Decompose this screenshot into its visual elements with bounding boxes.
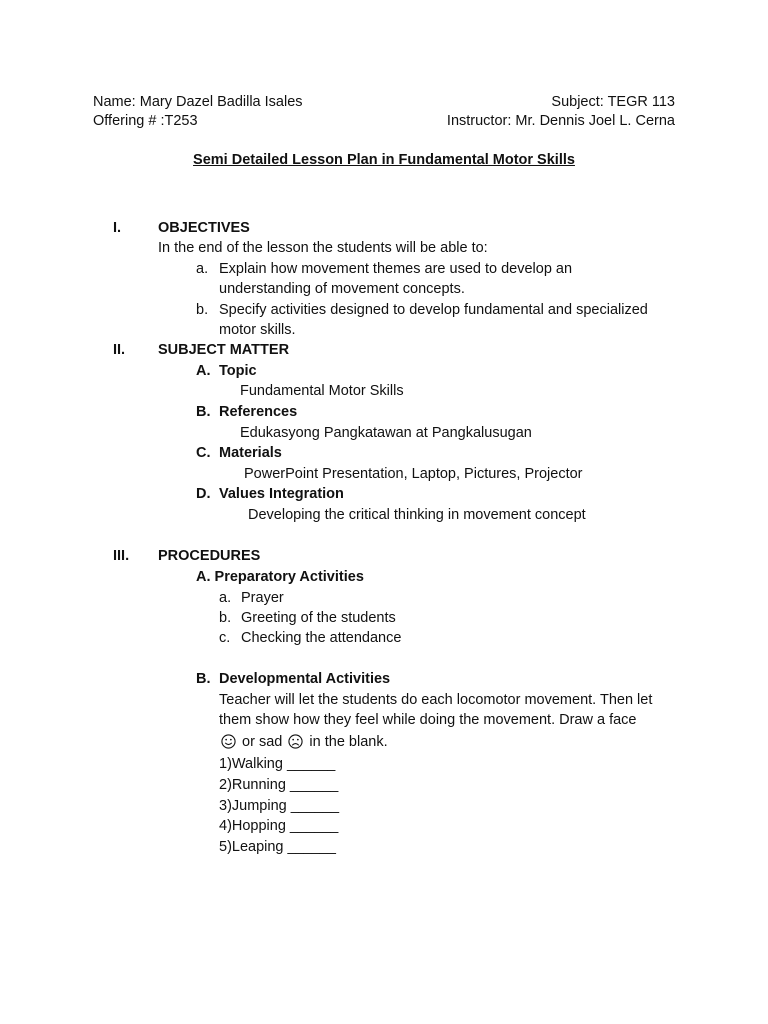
procedures-heading: PROCEDURES <box>158 548 261 564</box>
topic-value: Fundamental Motor Skills <box>240 383 404 399</box>
values-value: Developing the critical thinking in movement concept <box>248 507 586 523</box>
movement-list-item: 4)Hopping ______ <box>219 818 339 834</box>
in-the-blank-text: in the blank. <box>309 734 388 750</box>
objectives-intro: In the end of the lesson the students will be able to: <box>158 240 488 256</box>
movement-list-item: 2)Running ______ <box>219 777 339 793</box>
page-title: Semi Detailed Lesson Plan in Fundamental Motor Skills <box>193 152 575 168</box>
developmental-marker: B. <box>196 671 211 687</box>
procedures-numeral: III. <box>113 548 130 564</box>
references-marker: B. <box>196 404 211 420</box>
topic-marker: A. <box>196 363 211 379</box>
objective-b-line2: motor skills. <box>219 322 296 338</box>
prep-item-text: Prayer <box>241 590 284 606</box>
references-value: Edukasyong Pangkatawan at Pangkalusugan <box>240 425 532 441</box>
or-sad-text: or sad <box>242 734 283 750</box>
sad-face-icon <box>288 734 303 749</box>
objectives-numeral: I. <box>113 220 122 236</box>
objective-a-marker: a. <box>196 261 209 277</box>
movement-list-item: 1)Walking ______ <box>219 756 336 772</box>
prep-item-text: Checking the attendance <box>241 630 402 646</box>
subject: Subject: TEGR 113 <box>551 94 675 110</box>
instructor: Instructor: Mr. Dennis Joel L. Cerna <box>446 113 675 129</box>
prep-item-marker: c. <box>219 630 231 646</box>
values-marker: D. <box>196 486 211 502</box>
preparatory-heading: A. Preparatory Activities <box>196 569 364 585</box>
prep-item-marker: a. <box>219 590 232 606</box>
objective-b-marker: b. <box>196 302 209 318</box>
materials-value: PowerPoint Presentation, Laptop, Pictures, Projector <box>244 466 583 482</box>
student-name: Name: Mary Dazel Badilla Isales <box>93 94 303 110</box>
materials-marker: C. <box>196 445 211 461</box>
subject-matter-numeral: II. <box>113 342 126 358</box>
objective-a-line1: Explain how movement themes are used to develop an <box>219 261 573 277</box>
prep-item-marker: b. <box>219 610 232 626</box>
objective-a-line2: understanding of movement concepts. <box>219 281 465 297</box>
movement-list-item: 3)Jumping ______ <box>219 798 340 814</box>
developmental-line3 <box>219 733 388 751</box>
objective-b-line1: Specify activities designed to develop fundamental and specialized <box>219 302 648 318</box>
materials-label: Materials <box>219 445 282 461</box>
developmental-heading: Developmental Activities <box>219 671 391 687</box>
offering: Offering # :T253 <box>93 113 198 129</box>
happy-face-icon <box>221 734 236 749</box>
objectives-heading: OBJECTIVES <box>158 220 250 236</box>
developmental-line2: them show how they feel while doing the movement. Draw a face <box>219 712 637 728</box>
references-label: References <box>219 404 298 420</box>
values-label: Values Integration <box>219 486 344 502</box>
movement-list-item: 5)Leaping ______ <box>219 839 336 855</box>
developmental-line1: Teacher will let the students do each locomotor movement. Then let <box>219 692 653 708</box>
topic-label: Topic <box>219 363 257 379</box>
subject-matter-heading: SUBJECT MATTER <box>158 342 290 358</box>
prep-item-text: Greeting of the students <box>241 610 396 626</box>
